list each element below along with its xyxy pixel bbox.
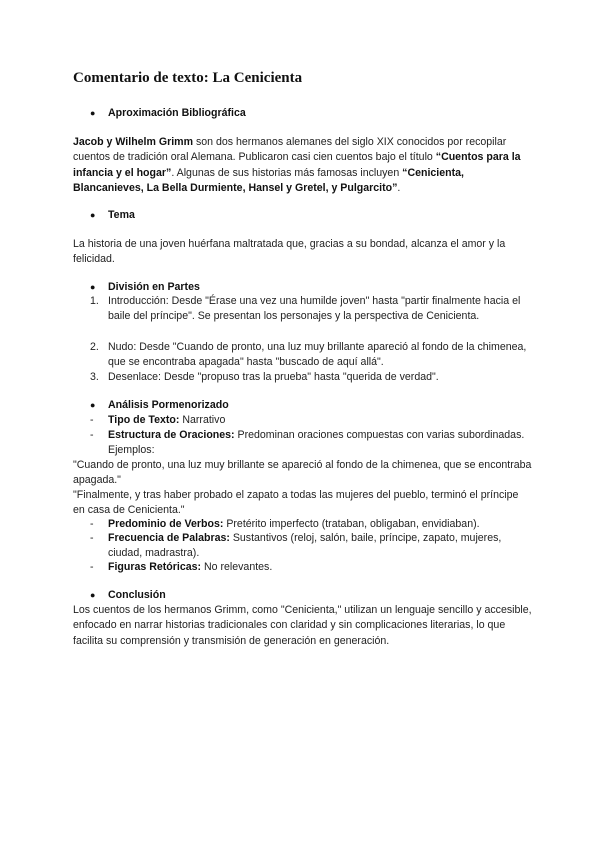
list-item: 3. Desenlace: Desde "propuso tras la prueba" hasta "querida de verdad".: [90, 371, 439, 383]
heading-conclusion: ● Conclusión: [90, 589, 166, 601]
analysis-estructura: - Estructura de Oraciones: Predominan oraciones compuestas con varias subordinadas. Ejemplos:: [90, 429, 525, 457]
page-title: Comentario de texto: La Cenicienta: [73, 70, 303, 86]
heading-analisis: ● Análisis Pormenorizado: [90, 399, 229, 411]
bullet-icon: ●: [90, 400, 96, 410]
list-item: 1. Introducción: Desde "Érase una vez una humilde joven" hasta "partir finalmente hacia el baile del príncipe". Se presentan los personajes y la perspectiva de Cenicienta.: [90, 295, 521, 323]
list-item: 2. Nudo: Desde "Cuando de pronto, una luz muy brillante apareció al fondo de la chimenea, que se encontraba apagada" hasta "buscado de aquí allá".: [90, 341, 527, 369]
example-quote-1: "Cuando de pronto, una luz muy brillante se apareció al fondo de la chimenea, que se encontraba apagada.": [73, 459, 532, 487]
example-quote-2: "Finalmente, y tras haber probado el zapato a todas las mujeres del pueblo, terminó el príncipe en casa de Cenicienta.": [73, 489, 519, 517]
analysis-palabras: - Frecuencia de Palabras: Sustantivos (reloj, salón, baile, príncipe, zapato, mujeres, ciudad, madrastra).: [90, 532, 502, 560]
heading-tema: ● Tema: [90, 209, 135, 221]
paragraph-tema: La historia de una joven huérfana maltratada que, gracias a su bondad, alcanza el amor y la felicidad.: [73, 238, 506, 266]
paragraph-bibliografia: Jacob y Wilhelm Grimm son dos hermanos alemanes del siglo XIX conocidos por recopilar cuentos de tradición oral Alemana. Publicaron casi cien cuentos bajo el título “Cuentos para la infancia y el hogar”. Algunas de sus historias más famosas incluyen “Cenicienta, Blancanieves, La Bella Durmiente, Hansel y Gretel, y Pulgarcito”.: [73, 136, 521, 195]
analysis-figuras: - Figuras Retóricas: No relevantes.: [90, 561, 273, 573]
paragraph-conclusion: Los cuentos de los hermanos Grimm, como "Cenicienta," utilizan un lenguaje sencillo y accesible, enfocado en narrar historias tradicionales con claridad y sin complicaciones literarias, lo que facilita su comprensión y transmisión de generación en generación.: [73, 604, 532, 647]
analysis-tipo: - Tipo de Texto: Narrativo: [90, 414, 226, 426]
bullet-icon: ●: [90, 108, 96, 118]
heading-division: ● División en Partes: [90, 281, 200, 293]
analysis-verbos: - Predominio de Verbos: Pretérito imperfecto (trataban, obligaban, envidiaban).: [90, 518, 480, 530]
bullet-icon: ●: [90, 590, 96, 600]
bullet-icon: ●: [90, 210, 96, 220]
heading-bibliografia: ● Aproximación Bibliográfica: [90, 107, 246, 119]
bullet-icon: ●: [90, 282, 96, 292]
